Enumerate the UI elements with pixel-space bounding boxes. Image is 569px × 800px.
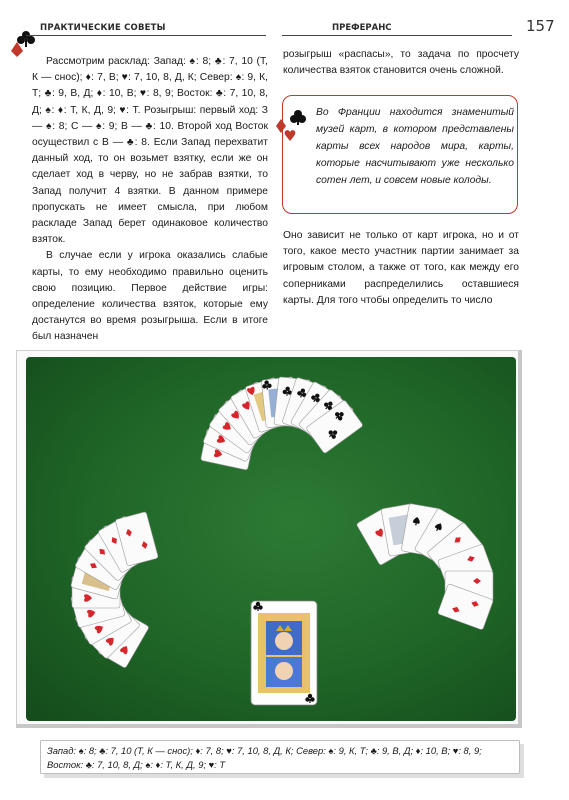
suits-cluster-icon <box>270 106 312 148</box>
header-rule-left <box>26 35 266 36</box>
caption-box <box>40 740 520 774</box>
top-card-fan <box>201 377 364 470</box>
page-number: 157 <box>526 17 555 35</box>
paragraph: В случае если у игрока оказались слабые карты, то ему необходимо правильно оценить свою позицию. Первое действие игры: определение количества взяток, которые ему достанутся во время розыгрыша. Если в итоге был назначен <box>32 250 268 343</box>
paragraph: Рассмотрим расклад: Запад: ♠: 8; ♣: 7, 10 (Т, К — снос); ♦: 7, В; ♥: 7, 10, 8, Д, К; Север: ♠: 9, К, Т; ♣: 9, В, Д; ♦: 10, В; ♥: 8, 9; Восток: ♣: 7, 10, 8, Д; ♠: ♦: Т, К, Д, 9; ♥: Т. Розыгрыш: первый ход: З — ♠: 8; С — ♠: 9; В — ♣: 10. Второй ход Восток осуществил с В — ♣: 8. Если Запад перехватит данный ход, то он возьмет взятку, если же он сделает ход в черву, но не забрав взятки, то Запад получит 4 взятки. В данном примере пропускать не имеет смысла, при любом раскладе Запад берет одинаковое количество взяток. <box>32 56 268 246</box>
header-rule-right <box>282 35 512 36</box>
card-fans-illustration <box>26 357 516 721</box>
king-of-clubs-card <box>251 601 317 705</box>
club-heart-corner-icon <box>7 27 37 57</box>
caption-text: Запад: ♠: 8; ♣: 7, 10 (Т, К — снос); ♦: 7, 8; ♥: 7, 10, 8, Д, К; Север: ♠: 9, К, Т; ♣: 9, В, Д; ♦: 10, В; ♥: 8, 9; Восток: ♣: 7, 10, 8, Д; ♠: ♦: Т, К, Д, 9; ♥: Т <box>47 745 482 770</box>
paragraph: Оно зависит не только от карт игрока, но и от того, какое место участник партии занимает за игровым столом, а также от того, как между его соперниками распределились оставшиеся карты. Для того чтобы определить то число <box>283 230 519 306</box>
section-title-right: ПРЕФЕРАНС <box>332 23 392 33</box>
right-card-fan <box>356 503 493 630</box>
right-text-top <box>283 47 519 79</box>
left-text-column <box>32 54 268 346</box>
left-card-fan <box>71 512 159 669</box>
right-text-bottom <box>283 228 519 309</box>
quote-text: Во Франции находится знаменитый музей карт, в котором представлены карты всех народов мира, карты, которые насчитывают уже несколько сотен лет, и совсем новые колоды. <box>316 107 514 186</box>
paragraph: розыгрыш «распасы», то задача по просчету количества взяток становится очень сложной. <box>283 49 519 77</box>
card-table-photo <box>26 357 516 721</box>
section-title-left: ПРАКТИЧЕСКИЕ СОВЕТЫ <box>40 23 166 33</box>
